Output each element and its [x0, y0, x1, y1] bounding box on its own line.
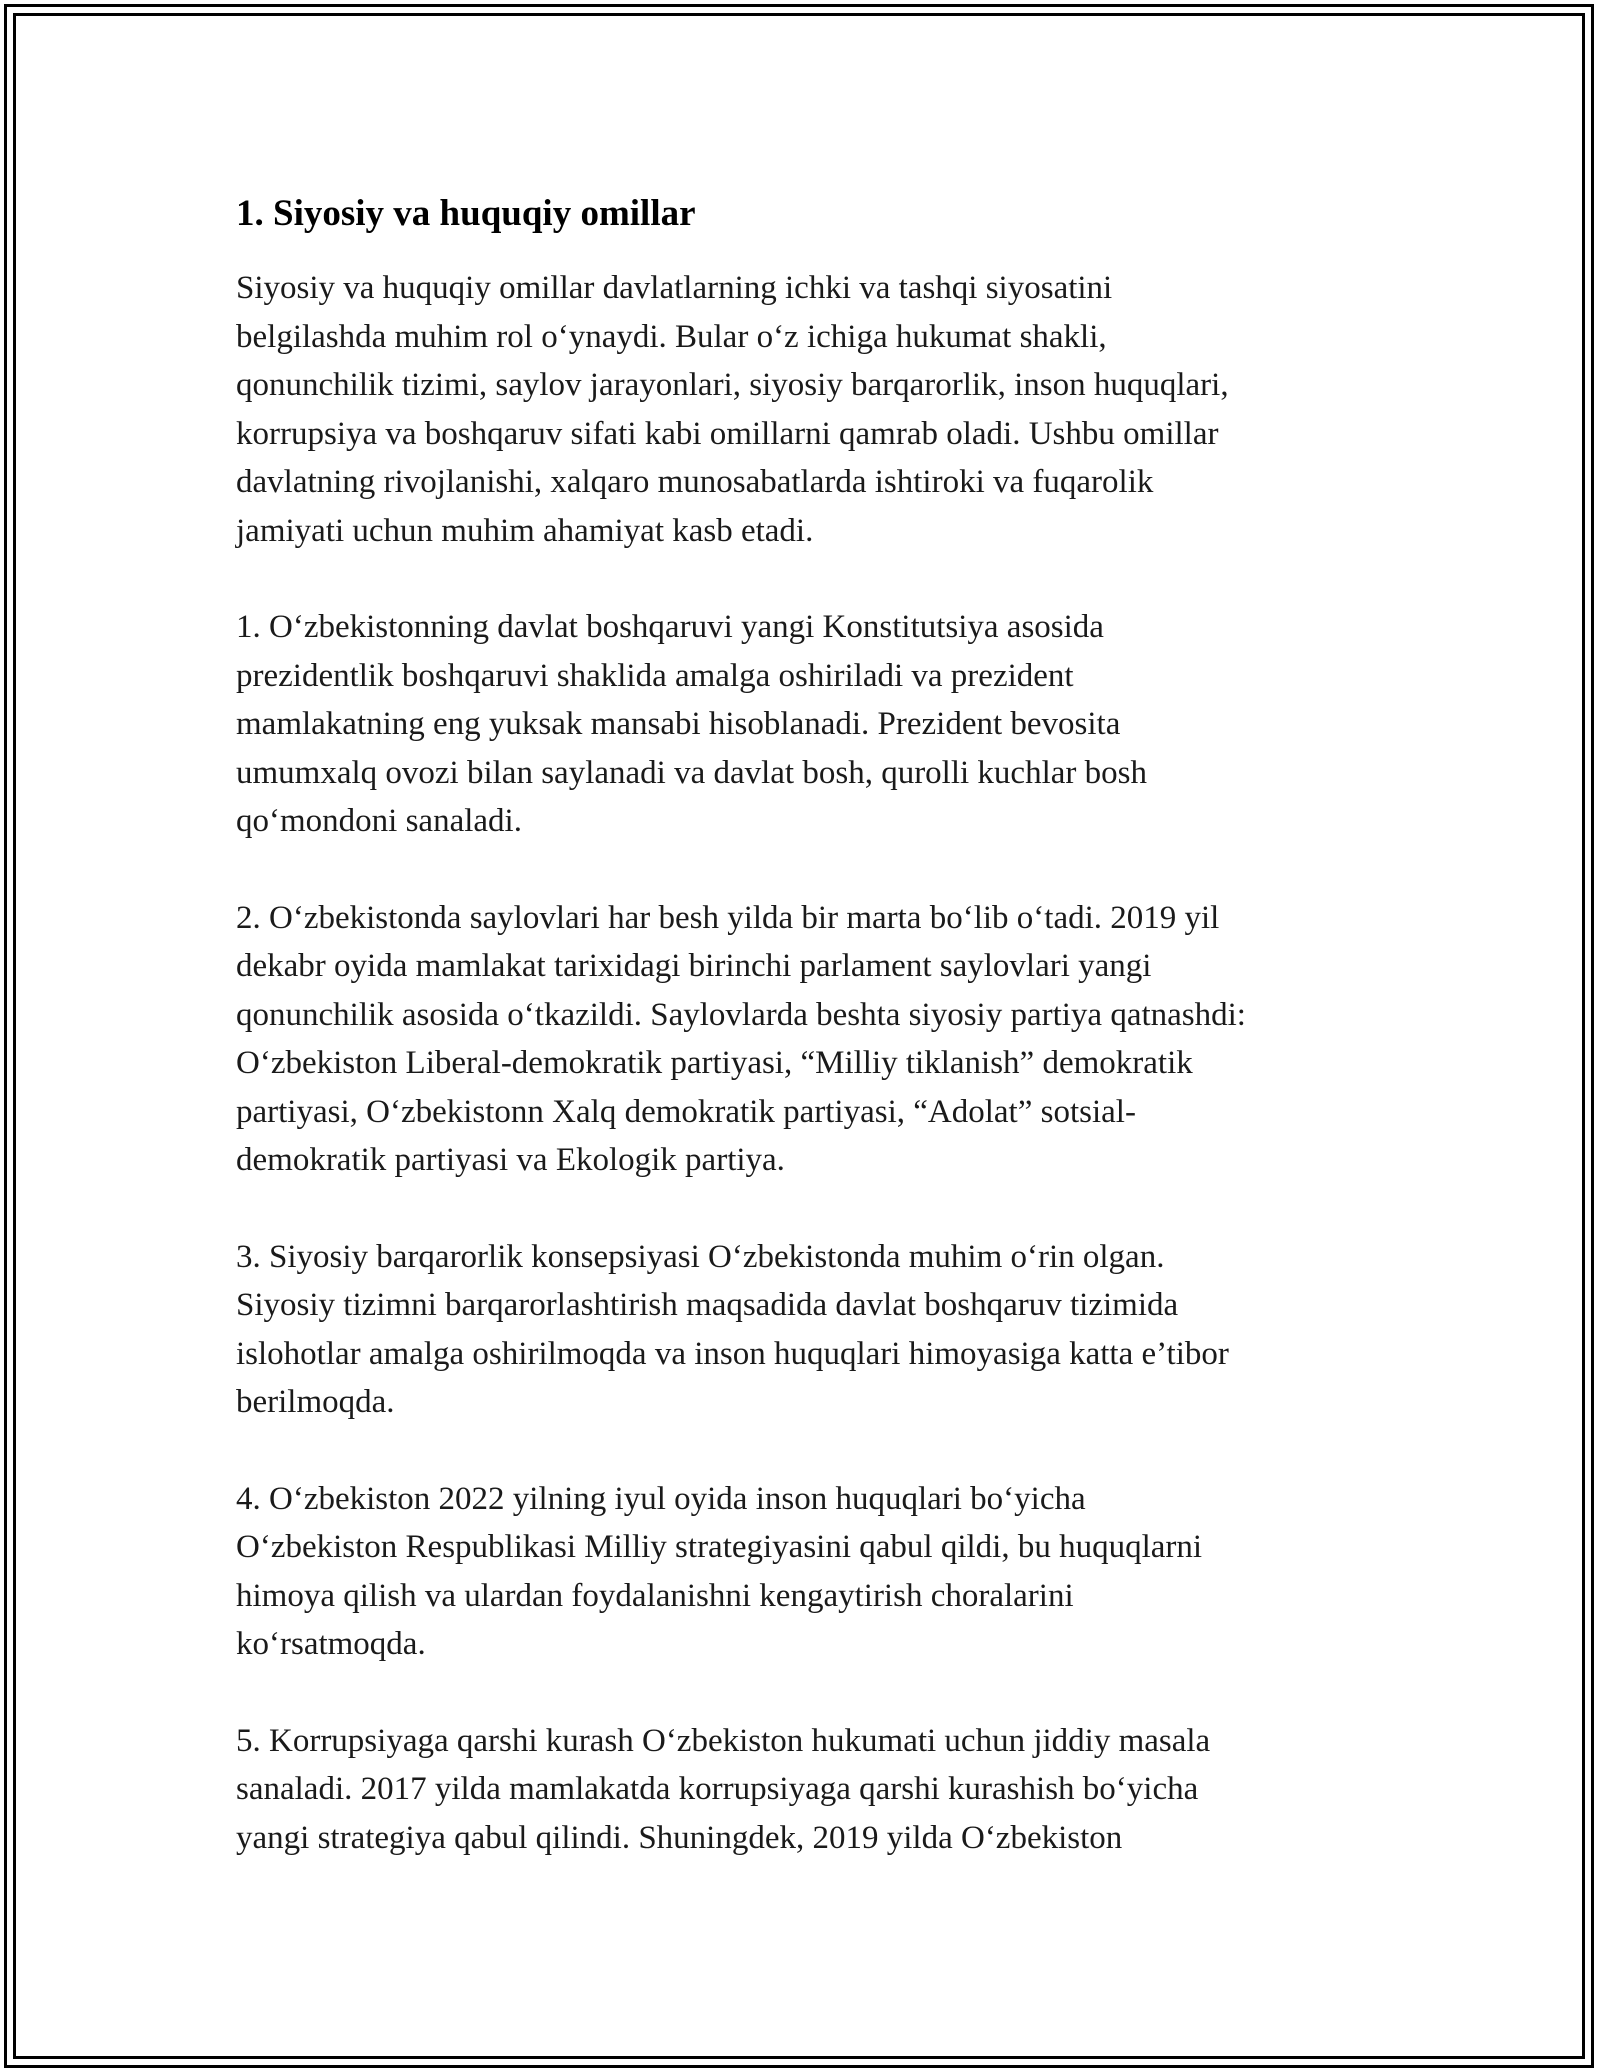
text-line: islohotlar amalga oshirilmoqda va inson huquqlari himoyasiga katta e’tibor — [236, 1335, 1229, 1372]
text-line: sanaladi. 2017 yilda mamlakatda korrupsiyaga qarshi kurashish bo‘yicha — [236, 1771, 1199, 1807]
text-line: 2. O‘zbekistonda saylovlari har besh yilda bir marta bo‘lib o‘tadi. 2019 yil — [236, 899, 1220, 936]
text-line: qonunchilik asosida o‘tkazildi. Saylovlarda beshta siyosiy partiya qatnashdi: — [236, 996, 1246, 1033]
text-line: qo‘mondoni sanaladi. — [236, 803, 522, 839]
document-body — [236, 186, 1366, 1910]
text-line: O‘zbekiston Respublikasi Milliy strategiyasini qabul qildi, bu huquqlarni — [236, 1529, 1203, 1565]
text-line: Siyosiy va huquqiy omillar davlatlarning ichki va tashqi siyosatini — [236, 270, 1113, 306]
text-line: 1. O‘zbekistonning davlat boshqaruvi yangi Konstitutsiya asosida — [236, 609, 1104, 645]
text-line: berilmoqda. — [236, 1384, 395, 1420]
text-line: prezidentlik boshqaruvi shaklida amalga oshiriladi va prezident — [236, 657, 1074, 694]
text-line: belgilashda muhim rol o‘ynaydi. Bular o‘z ichiga hukumat shakli, — [236, 318, 1107, 355]
text-line: 4. O‘zbekiston 2022 yilning iyul oyida inson huquqlari bo‘yicha — [236, 1480, 1086, 1517]
text-line: dekabr oyida mamlakat tarixidagi birinchi parlament saylovlari yangi — [236, 948, 1152, 984]
intro-paragraph — [236, 264, 1366, 555]
paragraph-item-1 — [236, 603, 1366, 846]
paragraph-item-2 — [236, 894, 1366, 1185]
text-line: partiyasi, O‘zbekistonn Xalq demokratik partiyasi, “Adolat” sotsial- — [236, 1093, 1136, 1130]
text-line: qonunchilik tizimi, saylov jarayonlari, siyosiy barqarorlik, inson huquqlari, — [236, 367, 1229, 403]
text-line: yangi strategiya qabul qilindi. Shuningdek, 2019 yilda O‘zbekiston — [236, 1819, 1123, 1856]
paragraph-item-5 — [236, 1717, 1366, 1863]
text-line: korrupsiya va boshqaruv sifati kabi omillarni qamrab oladi. Ushbu omillar — [236, 415, 1219, 452]
text-line: jamiyati uchun muhim ahamiyat kasb etadi. — [236, 512, 814, 549]
text-line: Siyosiy tizimni barqarorlashtirish maqsadida davlat boshqaruv tizimida — [236, 1287, 1179, 1323]
text-line: O‘zbekiston Liberal-demokratik partiyasi, “Milliy tiklanish” demokratik — [236, 1045, 1193, 1081]
text-line: demokratik partiyasi va Ekologik partiya. — [236, 1142, 785, 1178]
text-line: davlatning rivojlanishi, xalqaro munosabatlarda ishtiroki va fuqarolik — [236, 464, 1154, 500]
paragraph-item-3 — [236, 1233, 1366, 1427]
section-heading: 1. Siyosiy va huquqiy omillar — [236, 193, 696, 234]
text-line: mamlakatning eng yuksak mansabi hisoblanadi. Prezident bevosita — [236, 706, 1121, 742]
text-line: umumxalq ovozi bilan saylanadi va davlat bosh, qurolli kuchlar bosh — [236, 754, 1147, 791]
text-line: himoya qilish va ulardan foydalanishni kengaytirish choralarini — [236, 1577, 1074, 1614]
text-line: 3. Siyosiy barqarorlik konsepsiyasi O‘zbekistonda muhim o‘rin olgan. — [236, 1238, 1165, 1275]
text-line: ko‘rsatmoqda. — [236, 1626, 426, 1662]
text-line: 5. Korrupsiyaga qarshi kurash O‘zbekiston hukumati uchun jiddiy masala — [236, 1722, 1211, 1759]
paragraph-item-4 — [236, 1475, 1366, 1669]
